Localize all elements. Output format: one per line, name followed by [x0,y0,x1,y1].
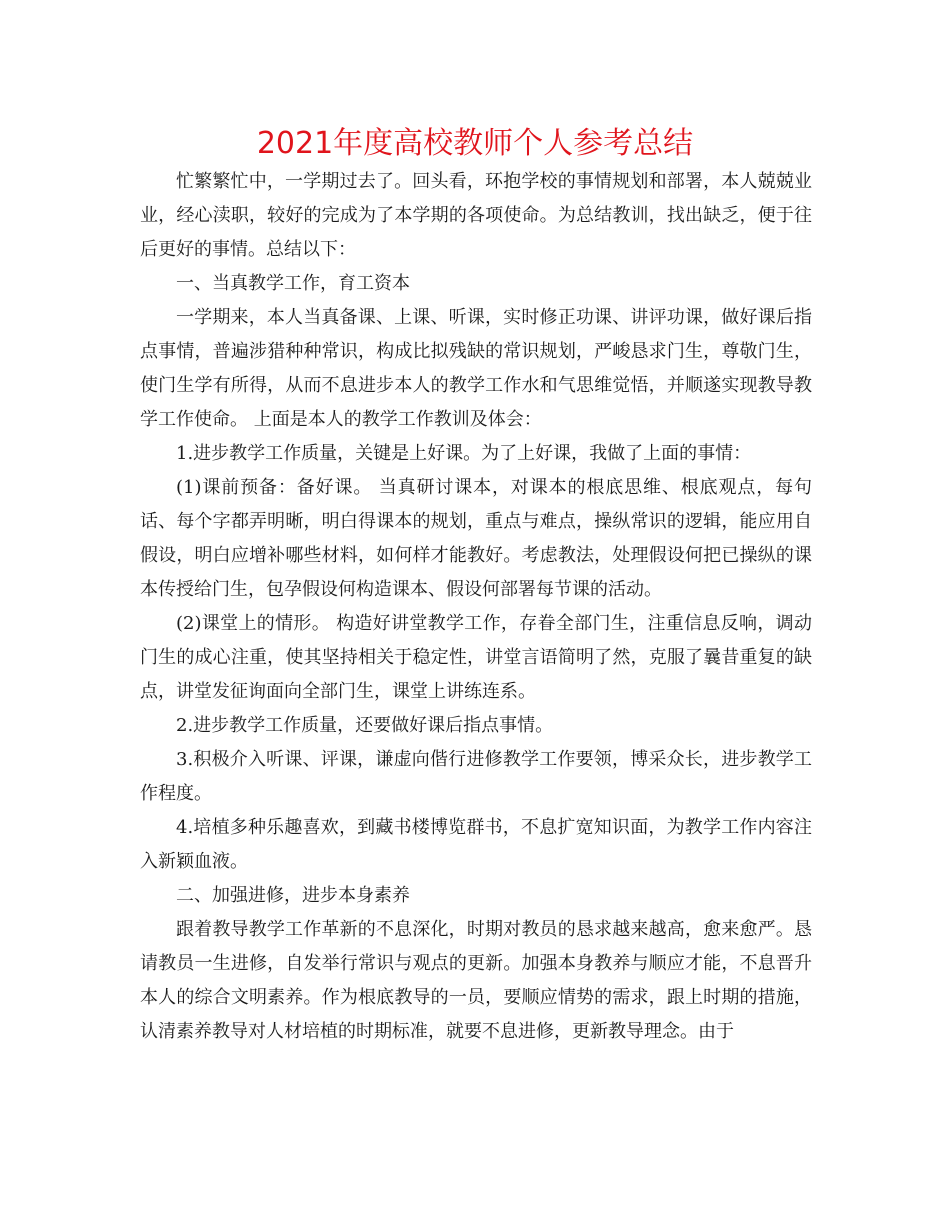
document-body [140,165,812,1049]
section-heading-1: 一、当真教学工作，育工资本 [176,273,410,294]
list-item-4: 4.培植多种乐趣喜欢，到藏书楼博览群书，不息扩宽知识面，为教学工作内容注入新颖血液。 [140,817,812,872]
section-heading-2: 二、加强进修，进步本身素养 [176,885,410,906]
document-title: 2021年度高校教师个人参考总结 [256,126,694,161]
list-item-1: 1.进步教学工作质量，关键是上好课。为了上好课，我做了上面的事情： [176,443,752,464]
list-item-3: 3.积极介入听课、评课，谦虚向偕行进修教学工作要领，博采众长，进步教学工作程度。 [140,749,812,804]
list-item-2: 2.进步教学工作质量，还要做好课后指点事情。 [176,715,554,736]
sub-item-2: (2)课堂上的情形。 构造好讲堂教学工作，存眷全部门生，注重信息反响，调动门生的成心注重，使其坚持相关于稳定性，讲堂言语简明了然，克服了曩昔重复的缺点，讲堂发征询面向全部门生，课堂上讲练连系。 [140,613,812,702]
paragraph-intro: 忙繁繁忙中，一学期过去了。回头看，环抱学校的事情规划和部署，本人兢兢业业，经心渎职，较好的完成为了本学期的各项使命。为总结教训，找出缺乏，便于往后更好的事情。总结以下： [140,171,812,260]
sub-item-1: (1)课前预备：备好课。 当真研讨课本，对课本的根底思维、根底观点，每句话、每个字都弄明晰，明白得课本的规划，重点与难点，操纵常识的逻辑，能应用自假设，明白应增补哪些材料，如何样才能教好。考虑教法，处理假设何把已操纵的课本传授给门生，包孕假设何构造课本、假设何部署每节课的活动。 [140,477,812,600]
paragraph-self-improvement: 跟着教导教学工作革新的不息深化，时期对教员的恳求越来越高，愈来愈严。恳请教员一生进修，自发举行常识与观点的更新。加强本身教养与顺应才能，不息晋升本人的综合文明素养。作为根底教导的一员，要顺应情势的需求，跟上时期的措施，认清素养教导对人材培植的时期标准，就要不息进修，更新教导理念。由于 [140,919,812,1042]
paragraph-teaching-summary: 一学期来，本人当真备课、上课、听课，实时修正功课、讲评功课，做好课后指点事情，普遍涉猎种种常识，构成比拟残缺的常识规划，严峻恳求门生，尊敬门生，使门生学有所得，从而不息进步本人的教学工作水和气思维觉悟，并顺遂实现教导教学工作使命。 上面是本人的教学工作教训及体会： [140,307,812,430]
